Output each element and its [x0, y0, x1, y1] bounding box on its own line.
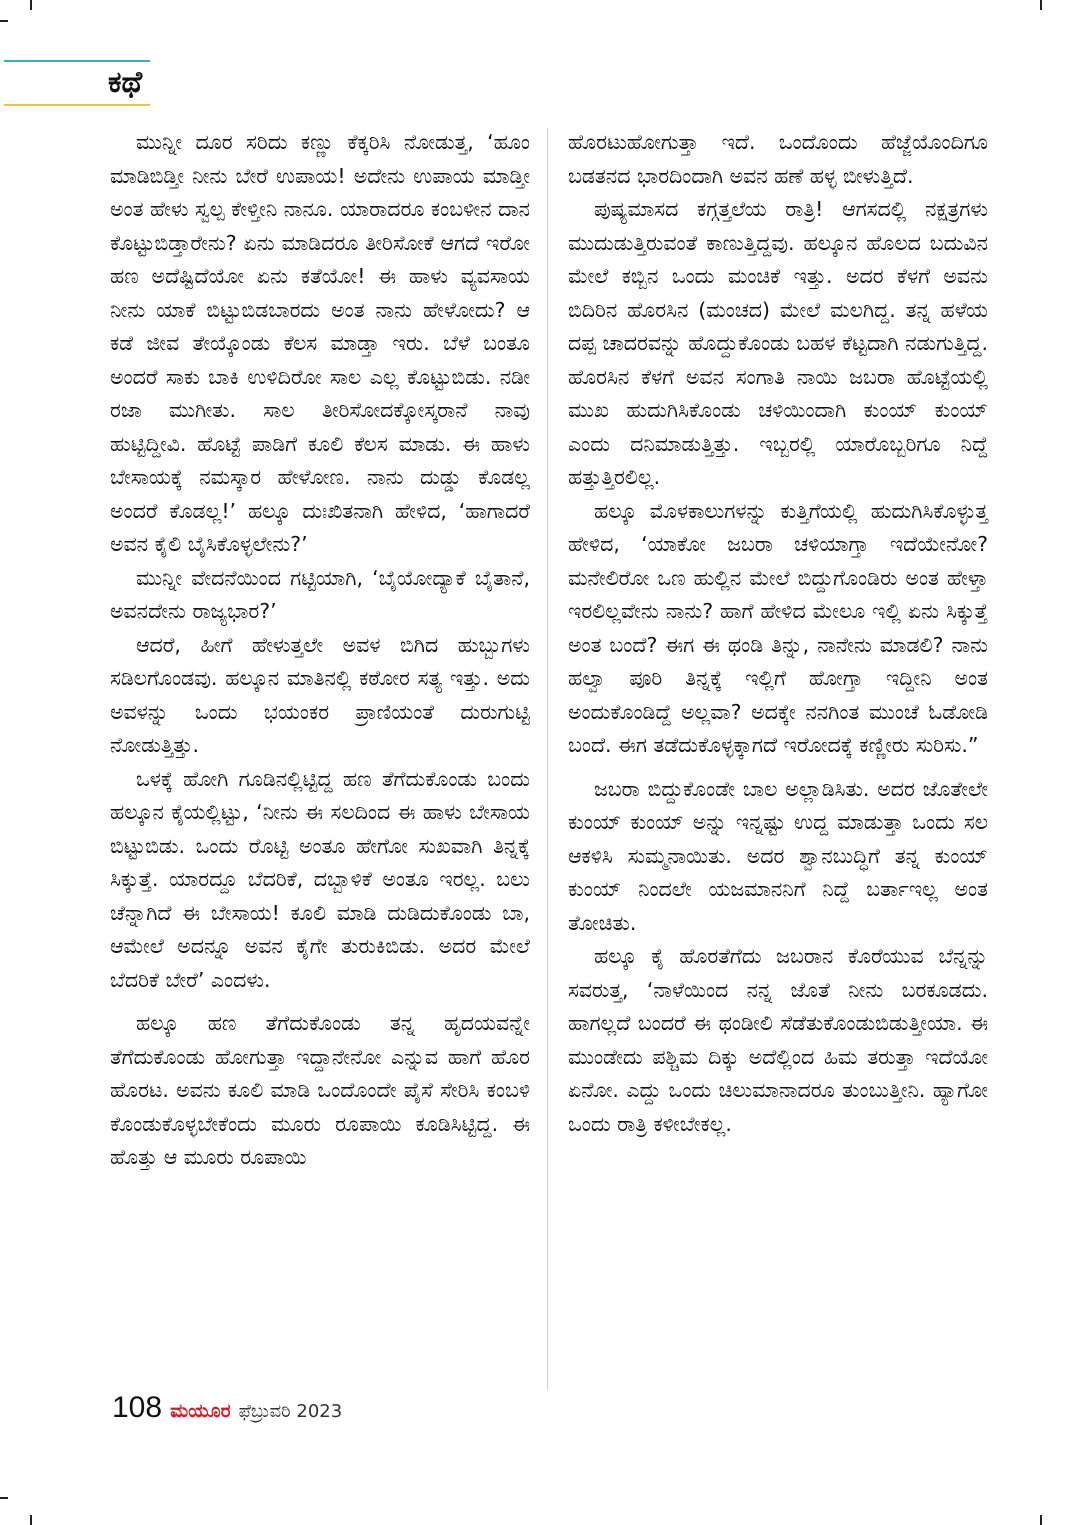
- right-column: [568, 126, 988, 1141]
- paragraph: ಮುನ್ನೀ ದೂರ ಸರಿದು ಕಣ್ಣು ಕೆಕ್ಕರಿಸಿ ನೋಡುತ್ತ, ‘ಹೂಂ ಮಾಡಿಬಿಡ್ತೀ ನೀನು ಬೇರೆ ಉಪಾಯ! ಅದೇನು ಉಪಾಯ ಮಾಡ್ತೀ ಅಂತ ಹೇಳು ಸ್ವಲ್ಪ ಕೇಳ್ತೀನಿ ನಾನೂ. ಯಾರಾದರೂ ಕಂಬಳೀನ ದಾನ ಕೊಟ್ಟುಬಿಡ್ತಾರೇನು? ಏನು ಮಾಡಿದರೂ ತೀರಿಸೋಕೆ ಆಗದೆ ಇರೋ ಹಣ ಅದೆಷ್ಟಿದೆಯೋ ಏನು ಕತೆಯೋ! ಈ ಹಾಳು ವ್ಯವಸಾಯ ನೀನು ಯಾಕೆ ಬಿಟ್ಟುಬಿಡಬಾರದು ಅಂತ ನಾನು ಹೇಳೋದು? ಆ ಕಡೆ ಜೀವ ತೇಯ್ಕೊಂಡು ಕೆಲಸ ಮಾಡ್ತಾ ಇರು. ಬೆಳೆ ಬಂತೂ ಅಂದರೆ ಸಾಕು ಬಾಕಿ ಉಳಿದಿರೋ ಸಾಲ ಎಲ್ಲ ಕೊಟ್ಟುಬಿಡು. ನಡೀ ರಜಾ ಮುಗೀತು. ಸಾಲ ತೀರಿಸೋದಕ್ಕೋಸ್ಕರಾನೆ ನಾವು ಹುಟ್ಟಿದ್ದೀವಿ. ಹೊಟ್ಟೆ ಪಾಡಿಗೆ ಕೂಲಿ ಕೆಲಸ ಮಾಡು. ಈ ಹಾಳು ಬೇಸಾಯಕ್ಕೆ ನಮಸ್ಕಾರ ಹೇಳೋಣ. ನಾನು ದುಡ್ಡು ಕೊಡಲ್ಲ ಅಂದರೆ ಕೊಡಲ್ಲ!’ ಹಲ್ಕೂ ದುಃಖಿತನಾಗಿ ಹೇಳಿದ, ‘ಹಾಗಾದರೆ ಅವನ ಕೈಲಿ ಬೈಸಿಕೊಳ್ಳಲೇನು?’: [110, 130, 530, 556]
- crop-mark-bottom-right: [1040, 1515, 1042, 1525]
- left-column: [110, 126, 530, 1175]
- paragraph: ಜಬರಾ ಬಿದ್ದುಕೊಂಡೇ ಬಾಲ ಅಲ್ಲಾಡಿಸಿತು. ಅದರ ಜೊತೇಲೇ ಕುಂಯ್ ಕುಂಯ್ ಅನ್ನು ಇನ್ನಷ್ಟು ಉದ್ದ ಮಾಡುತ್ತಾ ಒಂದು ಸಲ ಆಕಳಿಸಿ ಸುಮ್ಮನಾಯಿತು. ಅದರ ಶ್ವಾನಬುದ್ಧಿಗೆ ತನ್ನ ಕುಂಯ್ ಕುಂಯ್ ನಿಂದಲೇ ಯಜಮಾನನಿಗೆ ನಿದ್ದೆ ಬರ್ತಾಇಲ್ಲ ಅಂತ ತೋಚಿತು.: [568, 776, 988, 935]
- paragraph: ಹಲ್ಕೂ ಕೈ ಹೊರತೆಗೆದು ಜಬರಾನ ಕೊರೆಯುವ ಬೆನ್ನನ್ನು ಸವರುತ್ತ, ‘ನಾಳೆಯಿಂದ ನನ್ನ ಜೊತೆ ನೀನು ಬರಕೂಡದು. ಹಾಗಲ್ಲದೆ ಬಂದರೆ ಈ ಥಂಡೀಲಿ ಸೆಡೆತುಕೊಂಡುಬಿಡುತ್ತೀಯಾ. ಈ ಮುಂಡೇದು ಪಶ್ಚಿಮ ದಿಕ್ಕು ಅದೆಲ್ಲಿಂದ ಹಿಮ ತರುತ್ತಾ ಇದೆಯೋ ಏನೋ. ಎದ್ದು ಒಂದು ಚಿಲುಮಾನಾದರೂ ತುಂಬುತ್ತೀನಿ. ಹ್ಯಾಗೋ ಒಂದು ರಾತ್ರಿ ಕಳೀಬೇಕಲ್ಲ.: [568, 944, 988, 1136]
- section-title: ಕಥೆ: [108, 65, 143, 100]
- paragraph: ಆದರೆ, ಹೀಗೆ ಹೇಳುತ್ತಲೇ ಅವಳ ಬಿಗಿದ ಹುಬ್ಬುಗಳು ಸಡಿಲಗೊಂಡವು. ಹಲ್ಕೂನ ಮಾತಿನಲ್ಲಿ ಕಠೋರ ಸತ್ಯ ಇತ್ತು. ಅದು ಅವಳನ್ನು ಒಂದು ಭಯಂಕರ ಪ್ರಾಣಿಯಂತೆ ದುರುಗುಟ್ಟಿ ನೋಡುತ್ತಿತ್ತು.: [110, 632, 530, 757]
- crop-mark-left-lower: [0, 1497, 8, 1499]
- paragraph: ಹಲ್ಕೂ ಮೊಳಕಾಲುಗಳನ್ನು ಕುತ್ತಿಗೆಯಲ್ಲಿ ಹುದುಗಿಸಿಕೊಳ್ಳುತ್ತ ಹೇಳಿದ, ‘ಯಾಕೋ ಜಬರಾ ಚಳಿಯಾಗ್ತಾ ಇದೆಯೇನೋ? ಮನೇಲಿರೋ ಒಣ ಹುಲ್ಲಿನ ಮೇಲೆ ಬಿದ್ದುಗೊಂಡಿರು ಅಂತ ಹೇಳ್ತಾ ಇರಲಿಲ್ಲವೇನು ನಾನು? ಹಾಗೆ ಹೇಳಿದ ಮೇಲೂ ಇಲ್ಲಿ ಏನು ಸಿಕ್ಕುತ್ತೆ ಅಂತ ಬಂದೆ? ಈಗ ಈ ಥಂಡಿ ತಿನ್ನು, ನಾನೇನು ಮಾಡಲಿ? ನಾನು ಹಲ್ವಾ ಪೂರಿ ತಿನ್ನಕ್ಕೆ ಇಲ್ಲಿಗೆ ಹೋಗ್ತಾ ಇದ್ದೀನಿ ಅಂತ ಅಂದುಕೊಂಡಿದ್ದೆ ಅಲ್ಲವಾ? ಅದಕ್ಕೇ ನನಗಿಂತ ಮುಂಚೆ ಓಡೋಡಿ ಬಂದೆ. ಈಗ ತಡೆದುಕೊಳ್ಳಕ್ಕಾಗದೆ ಇರೋದಕ್ಕೆ ಕಣ್ಣೀರು ಸುರಿಸು.”: [568, 498, 988, 757]
- magazine-logo: ಮಯೂರ: [170, 1400, 231, 1422]
- paragraph: ಪುಷ್ಯಮಾಸದ ಕಗ್ಗತ್ತಲೆಯ ರಾತ್ರಿ! ಆಗಸದಲ್ಲಿ ನಕ್ಷತ್ರಗಳು ಮುದುಡುತ್ತಿರುವಂತೆ ಕಾಣುತ್ತಿದ್ದವು. ಹಲ್ಕೂನ ಹೊಲದ ಬದುವಿನ ಮೇಲೆ ಕಬ್ಬಿನ ಒಂದು ಮಂಚಿಕೆ ಇತ್ತು. ಅದರ ಕೆಳಗೆ ಅವನು ಬಿದಿರಿನ ಹೊರಸಿನ (ಮಂಚದ) ಮೇಲೆ ಮಲಗಿದ್ದ. ತನ್ನ ಹಳೆಯ ದಪ್ಪ ಚಾದರವನ್ನು ಹೊದ್ದುಕೊಂಡು ಬಹಳ ಕೆಟ್ಟದಾಗಿ ನಡುಗುತ್ತಿದ್ದ. ಹೊರಸಿನ ಕೆಳಗೆ ಅವನ ಸಂಗಾತಿ ನಾಯಿ ಜಬರಾ ಹೊಟ್ಟೆಯಲ್ಲಿ ಮುಖ ಹುದುಗಿಸಿಕೊಂಡು ಚಳಿಯಿಂದಾಗಿ ಕುಂಯ್ ಕುಂಯ್ ಎಂದು ದನಿಮಾಡುತ್ತಿತ್ತು. ಇಬ್ಬರಲ್ಲಿ ಯಾರೊಬ್ಬರಿಗೂ ನಿದ್ದೆ ಹತ್ತುತ್ತಿರಲಿಲ್ಲ.: [568, 197, 988, 489]
- crop-mark-left-upper: [0, 20, 8, 22]
- header-rule-yellow: [4, 104, 150, 106]
- paragraph: ಹಲ್ಕೂ ಹಣ ತೆಗೆದುಕೊಂಡು ತನ್ನ ಹೃದಯವನ್ನೇ ತೆಗೆದುಕೊಂಡು ಹೋಗುತ್ತಾ ಇದ್ದಾನೇನೋ ಎನ್ನುವ ಹಾಗೆ ಹೊರ ಹೊರಟ. ಅವನು ಕೂಲಿ ಮಾಡಿ ಒಂದೊಂದೇ ಪೈಸೆ ಸೇರಿಸಿ ಕಂಬಳಿ ಕೊಂಡುಕೊಳ್ಳಬೇಕೆಂದು ಮೂರು ರೂಪಾಯಿ ಕೂಡಿಸಿಟ್ಟಿದ್ದ. ಈ ಹೊತ್ತು ಆ ಮೂರು ರೂಪಾಯಿ: [110, 1011, 530, 1169]
- column-divider: [547, 128, 548, 1390]
- page-footer: [112, 1391, 342, 1431]
- paragraph: ಒಳಕ್ಕೆ ಹೋಗಿ ಗೂಡಿನಲ್ಲಿಟ್ಟಿದ್ದ ಹಣ ತೆಗೆದುಕೊಂಡು ಬಂದು ಹಲ್ಕೂನ ಕೈಯಲ್ಲಿಟ್ಟು, ‘ನೀನು ಈ ಸಲದಿಂದ ಈ ಹಾಳು ಬೇಸಾಯ ಬಿಟ್ಟುಬಿಡು. ಒಂದು ರೊಟ್ಟಿ ಅಂತೂ ಹೇಗೋ ಸುಖವಾಗಿ ತಿನ್ನಕ್ಕೆ ಸಿಕ್ಕುತ್ತೆ. ಯಾರದ್ದೂ ಬೆದರಿಕೆ, ದಬ್ಬಾಳಿಕೆ ಅಂತೂ ಇರಲ್ಲ. ಬಲು ಚೆನ್ನಾಗಿದೆ ಈ ಬೇಸಾಯ! ಕೂಲಿ ಮಾಡಿ ದುಡಿದುಕೊಂಡು ಬಾ, ಆಮೇಲೆ ಅದನ್ನೂ ಅವನ ಕೈಗೇ ತುರುಕಿಬಿಡು. ಅದರ ಮೇಲೆ ಬೆದರಿಕೆ ಬೇರೆ’ ಎಂದಳು.: [110, 766, 530, 992]
- paragraph: ಹೊರಟುಹೋಗುತ್ತಾ ಇದೆ. ಒಂದೊಂದು ಹೆಜ್ಜೆಯೊಂದಿಗೂ ಬಡತನದ ಭಾರದಿಂದಾಗಿ ಅವನ ಹಣೆ ಹಳ್ಳ ಬೀಳುತ್ತಿದೆ.: [568, 130, 988, 188]
- crop-mark-top-left: [30, 0, 32, 10]
- crop-mark-bottom-left: [30, 1515, 32, 1525]
- issue-date: ಫೆಬ್ರುವರಿ 2023: [238, 1401, 343, 1422]
- page-number: 108: [112, 1391, 163, 1424]
- crop-mark-top-right: [1040, 0, 1042, 10]
- paragraph: ಮುನ್ನೀ ವೇದನೆಯಿಂದ ಗಟ್ಟಿಯಾಗಿ, ‘ಬೈಯೋದ್ಯಾಕೆ ಬೈತಾನೆ, ಅವನದೇನು ರಾಜ್ಯಭಾರ?’: [110, 565, 530, 623]
- header-rule-teal: [4, 60, 150, 62]
